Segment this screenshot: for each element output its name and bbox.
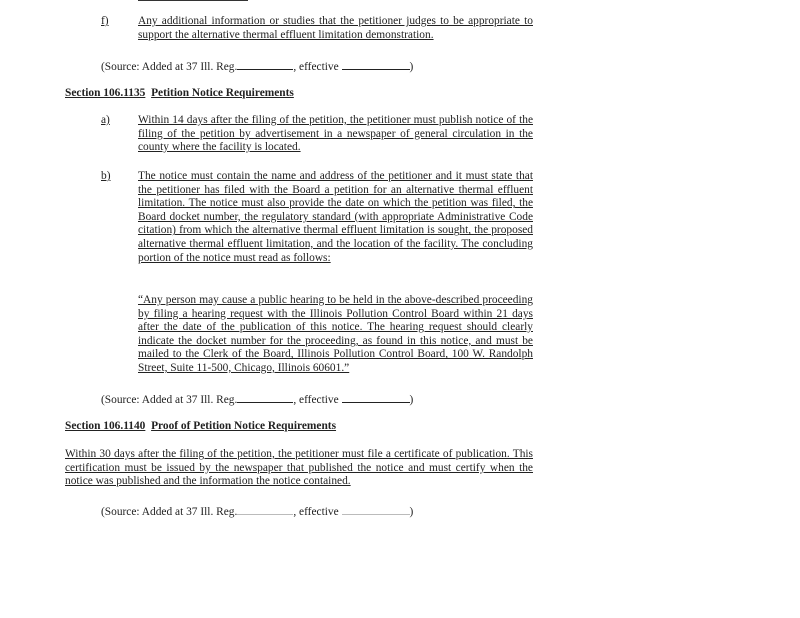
source-1-suffix: ) [409, 61, 414, 73]
section-1140-heading [65, 420, 336, 434]
section-1140-title: Proof of Petition Notice Requirements [151, 420, 337, 432]
item-b-text: The notice must contain the name and address of the petitioner and it must state that the petitioner has filed with the Board a petition for an alternative thermal effluent limitation. The notice must also provide the date on which the petition was filed, the Board docket number, the regulatory standard (with appropriate Administrative Code citation) from which the alternative thermal effluent limitation is sought, the proposed alternative thermal effluent limitation, and the location of the facility. The concluding portion of the notice must read as follows: [138, 170, 533, 264]
source-1-effective-blank [342, 59, 410, 70]
source-3-suffix: ) [409, 506, 414, 518]
source-1-prefix: (Source: Added at 37 Ill. Reg. [101, 61, 238, 73]
source-2-suffix: ) [409, 394, 414, 406]
source-2-effective-blank [342, 392, 410, 403]
source-2-prefix: (Source: Added at 37 Ill. Reg. [101, 394, 238, 406]
source-note-2 [101, 392, 413, 408]
top-rule [138, 0, 248, 1]
item-f-label: f) [101, 15, 109, 27]
source-2-reg-blank [237, 392, 293, 403]
source-1-mid: , effective [293, 61, 339, 73]
section-1135-title: Petition Notice Requirements [151, 87, 294, 99]
notice-quote: “Any person may cause a public hearing to be held in the above-described proceeding by filing a hearing request with the Illinois Pollution Control Board within 21 days after the date of the publication of this notice. The hearing request should clearly indicate the docket number for the proceeding, as found in this notice, and must be mailed to the Clerk of the Board, Illinois Pollution Control Board, 100 W. Randolph Street, Suite 11-500, Chicago, Illinois 60601.” [138, 294, 533, 374]
item-a-text: Within 14 days after the filing of the petition, the petitioner must publish notice of the filing of the petition by advertisement in a newspaper of general circulation in the county where the facility is located. [138, 114, 533, 154]
item-b-label: b) [101, 170, 111, 182]
source-1-reg-blank [237, 59, 293, 70]
section-1140-number: Section 106.1140 [65, 420, 146, 432]
section-1135-heading [65, 87, 294, 101]
section-1140-paragraph: Within 30 days after the filing of the petition, the petitioner must file a certificate of publication. This certification must be issued by the newspaper that published the notice and must certify when the notice was published and the information the notice contained. [65, 448, 533, 488]
source-note-1 [101, 59, 413, 75]
section-1135-number: Section 106.1135 [65, 87, 146, 99]
item-a-label: a) [101, 114, 110, 126]
source-3-mid: , effective [293, 506, 339, 518]
source-3-prefix: (Source: Added at 37 Ill. Reg. [101, 506, 238, 518]
source-note-3 [101, 504, 413, 520]
source-2-mid: , effective [293, 394, 339, 406]
source-3-reg-blank [237, 504, 293, 515]
item-f-text: Any additional information or studies that the petitioner judges to be appropriate to support the alternative thermal effluent limitation demonstration. [138, 15, 533, 41]
source-3-effective-blank [342, 504, 410, 515]
